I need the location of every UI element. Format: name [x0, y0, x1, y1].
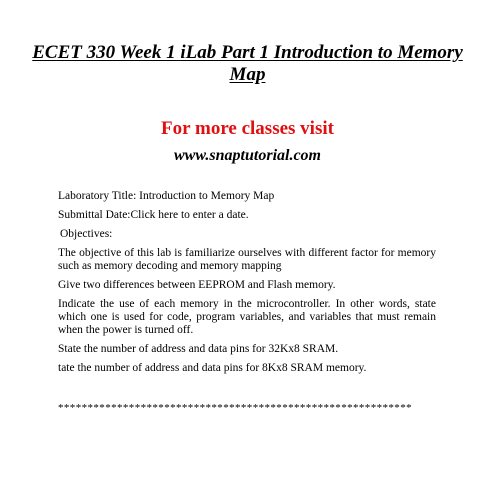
lab-title-line: Laboratory Title: Introduction to Memory Map — [58, 190, 275, 202]
question-32k-sram: State the number of address and data pins for 32Kx8 SRAM. — [58, 343, 339, 355]
document-body — [58, 190, 436, 381]
question-eeprom-flash: Give two differences between EEPROM and Flash memory. — [58, 279, 336, 291]
objectives-heading: Objectives: — [60, 228, 113, 240]
question-8k-sram: tate the number of address and data pins for 8Kx8 SRAM memory. — [58, 362, 367, 374]
promo-url: www.snaptutorial.com — [174, 147, 321, 164]
document-title: ECET 330 Week 1 iLab Part 1 Introduction to Memory Map — [32, 42, 463, 85]
separator-line: ************************************************************ — [58, 402, 412, 414]
objective-paragraph: The objective of this lab is familiarize ourselves with different factor for memory such as memory decoding and memory mapping — [58, 247, 436, 272]
question-memory-use: Indicate the use of each memory in the microcontroller. In other words, state which one is used for code, program variables, and variables that must remain when the power is turned off. — [58, 298, 436, 336]
promo-text: For more classes visit — [161, 118, 334, 139]
submittal-date-line: Submittal Date:Click here to enter a date. — [58, 209, 249, 221]
